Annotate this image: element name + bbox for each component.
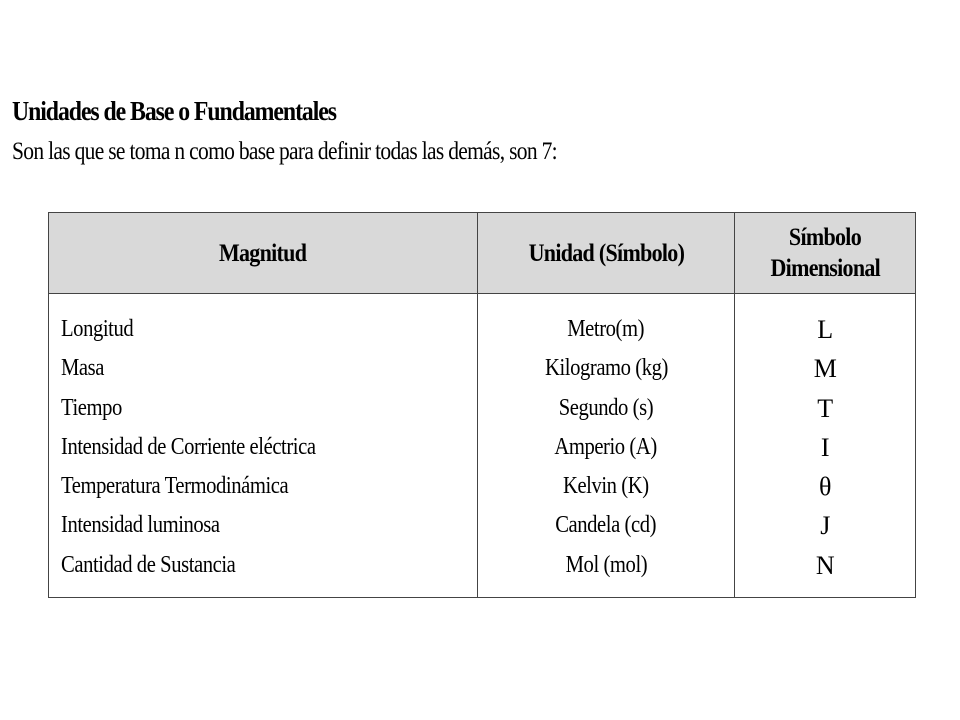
header-magnitud-label: Magnitud	[219, 239, 307, 267]
unidad-text: Kilogramo (kg)	[544, 355, 668, 382]
magnitud-cell	[61, 389, 477, 428]
header-unidad-label: Unidad (Símbolo)	[528, 239, 684, 267]
simbolo-text: M	[813, 354, 837, 384]
unidad-text: Amperio (A)	[554, 433, 658, 460]
section-description: Son las que se toma n como base para definir todas las demás, son 7:	[12, 138, 557, 165]
unidad-text: Candela (cd)	[555, 512, 657, 539]
header-unidad	[478, 213, 735, 294]
section-heading: Unidades de Base o Fundamentales	[12, 96, 336, 126]
unidad-cell	[478, 546, 734, 585]
unidad-cell	[478, 349, 734, 388]
magnitud-cell	[61, 349, 477, 388]
magnitud-text: Intensidad luminosa	[61, 512, 220, 539]
header-simbolo-line1: Símbolo	[788, 224, 862, 251]
table-header-row	[49, 213, 916, 294]
simbolo-text: T	[817, 393, 833, 423]
simbolo-text: J	[820, 511, 830, 541]
simbolo-cell	[735, 310, 915, 349]
simbolo-text: N	[815, 550, 835, 580]
simbolo-text: θ	[819, 472, 831, 502]
simbolo-cell	[735, 428, 915, 467]
unidad-cell	[478, 389, 734, 428]
header-magnitud	[49, 213, 478, 294]
magnitud-text: Temperatura Termodinámica	[61, 473, 289, 500]
header-simbolo-line2: Dimensional	[770, 255, 880, 282]
magnitud-cell	[61, 546, 477, 585]
magnitud-text: Longitud	[61, 316, 134, 342]
unidad-cell	[478, 506, 734, 545]
simbolo-cell	[735, 349, 915, 388]
table-body-row	[49, 294, 916, 598]
unidad-cell	[478, 467, 734, 506]
simbolo-cell	[735, 506, 915, 545]
simbolo-column	[735, 294, 916, 598]
unidad-text: Segundo (s)	[558, 394, 654, 421]
magnitud-cell	[61, 467, 477, 506]
simbolo-text: I	[820, 432, 830, 462]
magnitud-column	[49, 294, 478, 598]
magnitud-text: Cantidad de Sustancia	[61, 551, 236, 578]
unidad-text: Kelvin (K)	[563, 473, 649, 500]
magnitud-cell	[61, 310, 477, 349]
base-units-table	[48, 212, 916, 598]
unidad-column	[478, 294, 735, 598]
header-simbolo-dimensional	[735, 213, 916, 294]
magnitud-cell	[61, 506, 477, 545]
unidad-cell	[478, 428, 734, 467]
unidad-text: Mol (mol)	[565, 551, 647, 578]
simbolo-text: L	[817, 315, 833, 344]
unidad-text: Metro(m)	[567, 316, 645, 342]
simbolo-cell	[735, 389, 915, 428]
magnitud-cell	[61, 428, 477, 467]
magnitud-text: Masa	[61, 355, 104, 382]
magnitud-text: Intensidad de Corriente eléctrica	[61, 433, 316, 460]
simbolo-cell	[735, 546, 915, 585]
unidad-cell	[478, 310, 734, 349]
magnitud-text: Tiempo	[61, 394, 122, 421]
simbolo-cell	[735, 467, 915, 506]
